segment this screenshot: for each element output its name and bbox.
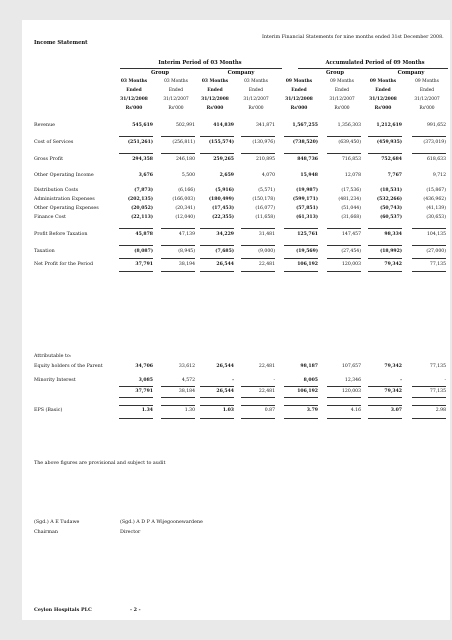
table-cell: (27,454): [341, 249, 361, 254]
column-header-line: 31/12/2008: [369, 97, 397, 102]
table-cell: 34,229: [216, 232, 234, 237]
footer-page-number: - 2 -: [130, 607, 141, 613]
row-label: Gross Profit: [34, 157, 63, 162]
column-header-line: Ended: [248, 88, 264, 93]
subtotal-rule: [200, 405, 234, 406]
column-header-line: Ended: [207, 88, 223, 93]
subtotal-rule: [161, 386, 195, 387]
table-cell: 1,212,619: [376, 123, 402, 128]
subtotal-rule: [368, 228, 402, 229]
table-cell: (17,536): [341, 188, 361, 193]
subtotal-rule: [327, 258, 361, 259]
table-cell: 79,342: [384, 262, 402, 267]
table-cell: 9,712: [432, 173, 446, 178]
header-rule: [120, 68, 282, 69]
table-cell: (51,044): [341, 206, 361, 211]
table-cell: 414,839: [213, 123, 234, 128]
table-cell: (150,178): [252, 197, 275, 202]
table-cell: 716,853: [342, 157, 361, 162]
table-cell: (373,019): [423, 140, 446, 145]
table-cell: 3,085: [138, 378, 153, 383]
table-cell: 4,572: [181, 378, 195, 383]
chairman-title: Chairman: [34, 530, 58, 535]
table-cell: (532,266): [376, 197, 402, 202]
subtotal-rule: [161, 228, 195, 229]
subtotal-rule: [368, 258, 402, 259]
statement-subtitle: Interim Financial Statements for nine months ended 31st December 2008.: [262, 35, 444, 40]
table-cell: 22,481: [258, 262, 275, 267]
statement-title: Income Statement: [34, 40, 88, 46]
table-cell: 1.30: [184, 408, 195, 413]
column-header-line: 31/12/2008: [120, 97, 148, 102]
table-cell: (180,499): [208, 197, 234, 202]
table-cell: (18,531): [380, 188, 402, 193]
table-cell: 77,135: [429, 389, 446, 394]
subtotal-rule: [327, 397, 361, 398]
table-cell: (19,987): [296, 188, 318, 193]
subtotal-rule: [161, 397, 195, 398]
table-cell: 0.87: [264, 408, 275, 413]
table-cell: 15,948: [300, 173, 318, 178]
table-cell: 26,544: [216, 364, 234, 369]
table-cell: 104,135: [427, 232, 446, 237]
subtotal-rule: [119, 153, 153, 154]
table-cell: (481,234): [338, 197, 361, 202]
subtotal-rule: [200, 418, 234, 419]
column-header-line: 31/12/2007: [414, 97, 440, 102]
table-cell: 120,003: [342, 262, 361, 267]
row-label: Other Operating Income: [34, 173, 94, 178]
table-cell: 106,192: [297, 262, 318, 267]
subtotal-rule: [327, 418, 361, 419]
row-label: Minority Interest: [34, 378, 76, 383]
table-cell: (639,450): [338, 140, 361, 145]
subtotal-rule: [412, 397, 446, 398]
subtotal-rule: [119, 271, 153, 272]
subtotal-rule: [284, 258, 318, 259]
table-cell: 98,334: [384, 232, 402, 237]
subtotal-rule: [368, 136, 402, 137]
table-cell: (202,135): [127, 197, 153, 202]
chairman-signature: (Sgd.) A E Tudawe: [34, 520, 80, 525]
column-header-line: Rs'000: [290, 106, 308, 111]
column-header-line: Rs'000: [248, 106, 264, 111]
subtotal-rule: [327, 228, 361, 229]
subtotal-rule: [241, 258, 275, 259]
group-label: Group: [150, 70, 170, 76]
column-header-line: Ended: [168, 88, 184, 93]
table-cell: 259,265: [213, 157, 234, 162]
table-cell: 4,070: [261, 173, 275, 178]
table-cell: (15,867): [426, 188, 446, 193]
table-cell: 991,652: [427, 123, 446, 128]
subtotal-rule: [327, 245, 361, 246]
interim-period-label: Interim Period of 03 Months: [158, 60, 242, 66]
subtotal-rule: [241, 397, 275, 398]
subtotal-rule: [241, 228, 275, 229]
column-header-line: Ended: [334, 88, 350, 93]
subtotal-rule: [327, 136, 361, 137]
subtotal-rule: [412, 153, 446, 154]
subtotal-rule: [119, 245, 153, 246]
table-cell: 5,500: [181, 173, 195, 178]
subtotal-rule: [200, 271, 234, 272]
table-cell: 12,346: [344, 378, 361, 383]
subtotal-rule: [200, 397, 234, 398]
subtotal-rule: [368, 397, 402, 398]
table-cell: 294,358: [132, 157, 153, 162]
table-cell: 3,676: [138, 173, 153, 178]
subtotal-rule: [284, 271, 318, 272]
table-cell: (61,313): [296, 215, 318, 220]
subtotal-rule: [200, 153, 234, 154]
audit-note: The above figures are provisional and subject to audit: [34, 461, 166, 466]
table-cell: 34,706: [135, 364, 153, 369]
subtotal-rule: [327, 271, 361, 272]
row-label: Net Profit for the Period: [34, 262, 94, 267]
table-cell: (50,743): [380, 206, 402, 211]
column-header-line: Rs'000: [168, 106, 184, 111]
table-cell: 37,791: [135, 262, 153, 267]
subtotal-rule: [161, 258, 195, 259]
row-label: Cost of Services: [34, 140, 74, 145]
table-cell: 1,356,303: [337, 123, 361, 128]
table-cell: 7,767: [387, 173, 402, 178]
table-cell: 502,991: [176, 123, 195, 128]
subtotal-rule: [412, 405, 446, 406]
table-cell: -: [232, 378, 234, 383]
row-label: Revenue: [34, 123, 56, 128]
column-header-line: 03 Months: [120, 79, 148, 84]
subtotal-rule: [284, 386, 318, 387]
table-cell: (8,945): [178, 249, 195, 254]
director-title: Director: [120, 530, 141, 535]
subtotal-rule: [368, 405, 402, 406]
subtotal-rule: [119, 136, 153, 137]
table-cell: 77,135: [429, 262, 446, 267]
table-cell: 26,544: [216, 389, 234, 394]
column-header-line: Rs'000: [125, 106, 143, 111]
header-rule: [298, 68, 448, 69]
table-cell: (155,574): [208, 140, 234, 145]
table-cell: (16,077): [255, 206, 275, 211]
subtotal-rule: [241, 386, 275, 387]
table-cell: (5,916): [215, 188, 234, 193]
subtotal-rule: [119, 258, 153, 259]
subtotal-rule: [241, 153, 275, 154]
row-label: Profit Before Taxation: [34, 232, 88, 237]
table-cell: 848,736: [297, 157, 318, 162]
table-cell: 45,878: [135, 232, 153, 237]
subtotal-rule: [161, 418, 195, 419]
subtotal-rule: [161, 245, 195, 246]
table-cell: 31,481: [258, 232, 275, 237]
column-header-line: Rs'000: [374, 106, 392, 111]
table-cell: (60,537): [380, 215, 402, 220]
column-header-line: Ended: [375, 88, 391, 93]
company-label: Company: [397, 70, 425, 76]
table-cell: 3.07: [390, 408, 402, 413]
subtotal-rule: [119, 228, 153, 229]
table-cell: 752,684: [381, 157, 402, 162]
subtotal-rule: [284, 136, 318, 137]
subtotal-rule: [241, 418, 275, 419]
table-cell: (6,166): [178, 188, 195, 193]
subtotal-rule: [284, 228, 318, 229]
column-header-line: 31/12/2007: [163, 97, 189, 102]
subtotal-rule: [119, 418, 153, 419]
table-cell: (738,520): [292, 140, 318, 145]
subtotal-rule: [368, 418, 402, 419]
subtotal-rule: [200, 386, 234, 387]
column-header-line: 09 Months: [330, 79, 354, 84]
table-cell: 246,180: [176, 157, 195, 162]
table-cell: 98,187: [300, 364, 318, 369]
table-cell: -: [444, 378, 446, 383]
column-header-line: 03 Months: [164, 79, 188, 84]
table-cell: (31,668): [341, 215, 361, 220]
subtotal-rule: [412, 245, 446, 246]
table-cell: 107,657: [342, 364, 361, 369]
table-cell: -: [273, 378, 275, 383]
table-cell: (17,453): [212, 206, 234, 211]
column-header-line: 31/12/2008: [285, 97, 313, 102]
subtotal-rule: [412, 271, 446, 272]
table-cell: (20,052): [131, 206, 153, 211]
table-cell: (459,935): [376, 140, 402, 145]
table-cell: 8,005: [303, 378, 318, 383]
table-cell: 12,078: [344, 173, 361, 178]
table-cell: (22,355): [212, 215, 234, 220]
table-cell: 47,139: [178, 232, 195, 237]
table-cell: (130,976): [252, 140, 275, 145]
column-header-line: Ended: [291, 88, 307, 93]
subtotal-rule: [241, 136, 275, 137]
subtotal-rule: [327, 386, 361, 387]
subtotal-rule: [119, 386, 153, 387]
column-header-line: 09 Months: [369, 79, 397, 84]
table-cell: (166,003): [172, 197, 195, 202]
subtotal-rule: [200, 258, 234, 259]
subtotal-rule: [284, 245, 318, 246]
table-cell: (599,171): [292, 197, 318, 202]
table-cell: (7,873): [134, 188, 153, 193]
subtotal-rule: [412, 228, 446, 229]
table-cell: (12,040): [175, 215, 195, 220]
subtotal-rule: [412, 418, 446, 419]
row-label: Administration Expenses: [34, 197, 95, 202]
table-cell: 79,342: [384, 389, 402, 394]
subtotal-rule: [368, 386, 402, 387]
table-cell: -: [400, 378, 402, 383]
subtotal-rule: [241, 245, 275, 246]
table-cell: (8,087): [134, 249, 153, 254]
column-header-line: 03 Months: [201, 79, 229, 84]
column-header-line: 31/12/2007: [243, 97, 269, 102]
row-label: Taxation: [34, 249, 55, 254]
group-label: Group: [325, 70, 345, 76]
table-cell: 1,567,255: [292, 123, 318, 128]
subtotal-rule: [241, 271, 275, 272]
director-signature: (Sgd.) A D P A Wijegoonewardene: [120, 520, 203, 525]
subtotal-rule: [327, 405, 361, 406]
subtotal-rule: [284, 405, 318, 406]
subtotal-rule: [368, 271, 402, 272]
column-header-line: 31/12/2008: [201, 97, 229, 102]
subtotal-rule: [284, 153, 318, 154]
table-cell: 106,192: [297, 389, 318, 394]
table-cell: (41,139): [426, 206, 446, 211]
table-cell: (19,569): [296, 249, 318, 254]
table-cell: (30,653): [426, 215, 446, 220]
table-cell: 618,633: [427, 157, 446, 162]
subtotal-rule: [200, 136, 234, 137]
table-cell: (7,685): [215, 249, 234, 254]
table-cell: (251,261): [127, 140, 153, 145]
subtotal-rule: [412, 386, 446, 387]
table-cell: (18,992): [380, 249, 402, 254]
column-header-line: 09 Months: [285, 79, 313, 84]
row-label: Distribution Costs: [34, 188, 79, 193]
subtotal-rule: [368, 153, 402, 154]
footer-company: Ceylon Hospitals PLC: [34, 607, 92, 613]
column-header-line: 09 Months: [415, 79, 439, 84]
subtotal-rule: [327, 153, 361, 154]
table-cell: 341,871: [256, 123, 275, 128]
column-header-line: Ended: [419, 88, 435, 93]
table-cell: (22,113): [131, 215, 153, 220]
table-cell: (57,851): [296, 206, 318, 211]
subtotal-rule: [161, 271, 195, 272]
subtotal-rule: [368, 245, 402, 246]
subtotal-rule: [200, 245, 234, 246]
table-cell: 77,135: [429, 364, 446, 369]
table-cell: (9,000): [258, 249, 275, 254]
subtotal-rule: [161, 405, 195, 406]
table-cell: 38,194: [178, 262, 195, 267]
table-cell: 37,791: [135, 389, 153, 394]
table-cell: (436,962): [423, 197, 446, 202]
table-cell: 125,761: [297, 232, 318, 237]
table-cell: (27,000): [426, 249, 446, 254]
table-cell: 2.98: [435, 408, 446, 413]
subtotal-rule: [241, 405, 275, 406]
table-cell: 1.03: [222, 408, 234, 413]
table-cell: 22,481: [258, 389, 275, 394]
subtotal-rule: [412, 136, 446, 137]
table-cell: (20,341): [175, 206, 195, 211]
subtotal-rule: [119, 405, 153, 406]
table-cell: 545,619: [132, 123, 153, 128]
column-header-line: Rs'000: [206, 106, 224, 111]
table-cell: 147,457: [342, 232, 361, 237]
attributable-label: Attributable to:: [34, 354, 72, 359]
table-cell: 22,481: [258, 364, 275, 369]
table-cell: 210,895: [256, 157, 275, 162]
column-header-line: Rs'000: [334, 106, 350, 111]
column-header-line: Ended: [126, 88, 142, 93]
table-cell: 2,659: [219, 173, 234, 178]
table-cell: 120,003: [342, 389, 361, 394]
column-header-line: 31/12/2007: [329, 97, 355, 102]
table-cell: 3.79: [306, 408, 318, 413]
row-label: EPS (Basic): [34, 408, 63, 413]
table-cell: 38,184: [178, 389, 195, 394]
table-cell: (256,811): [172, 140, 195, 145]
row-label: Equity holders of the Parent: [34, 364, 103, 369]
table-cell: (11,658): [255, 215, 275, 220]
subtotal-rule: [284, 397, 318, 398]
row-label: Other Operating Expenses: [34, 206, 99, 211]
subtotal-rule: [412, 258, 446, 259]
table-cell: (5,571): [258, 188, 275, 193]
subtotal-rule: [161, 136, 195, 137]
subtotal-rule: [119, 397, 153, 398]
subtotal-rule: [284, 418, 318, 419]
column-header-line: Rs'000: [419, 106, 435, 111]
subtotal-rule: [200, 228, 234, 229]
row-label: Finance Cost: [34, 215, 66, 220]
table-cell: 79,342: [384, 364, 402, 369]
subtotal-rule: [161, 153, 195, 154]
table-cell: 1.34: [141, 408, 153, 413]
company-label: Company: [227, 70, 255, 76]
table-cell: 4.16: [350, 408, 361, 413]
column-header-line: 03 Months: [244, 79, 268, 84]
table-cell: 26,544: [216, 262, 234, 267]
accumulated-period-label: Accumulated Period of 09 Months: [325, 60, 425, 66]
table-cell: 33,612: [178, 364, 195, 369]
